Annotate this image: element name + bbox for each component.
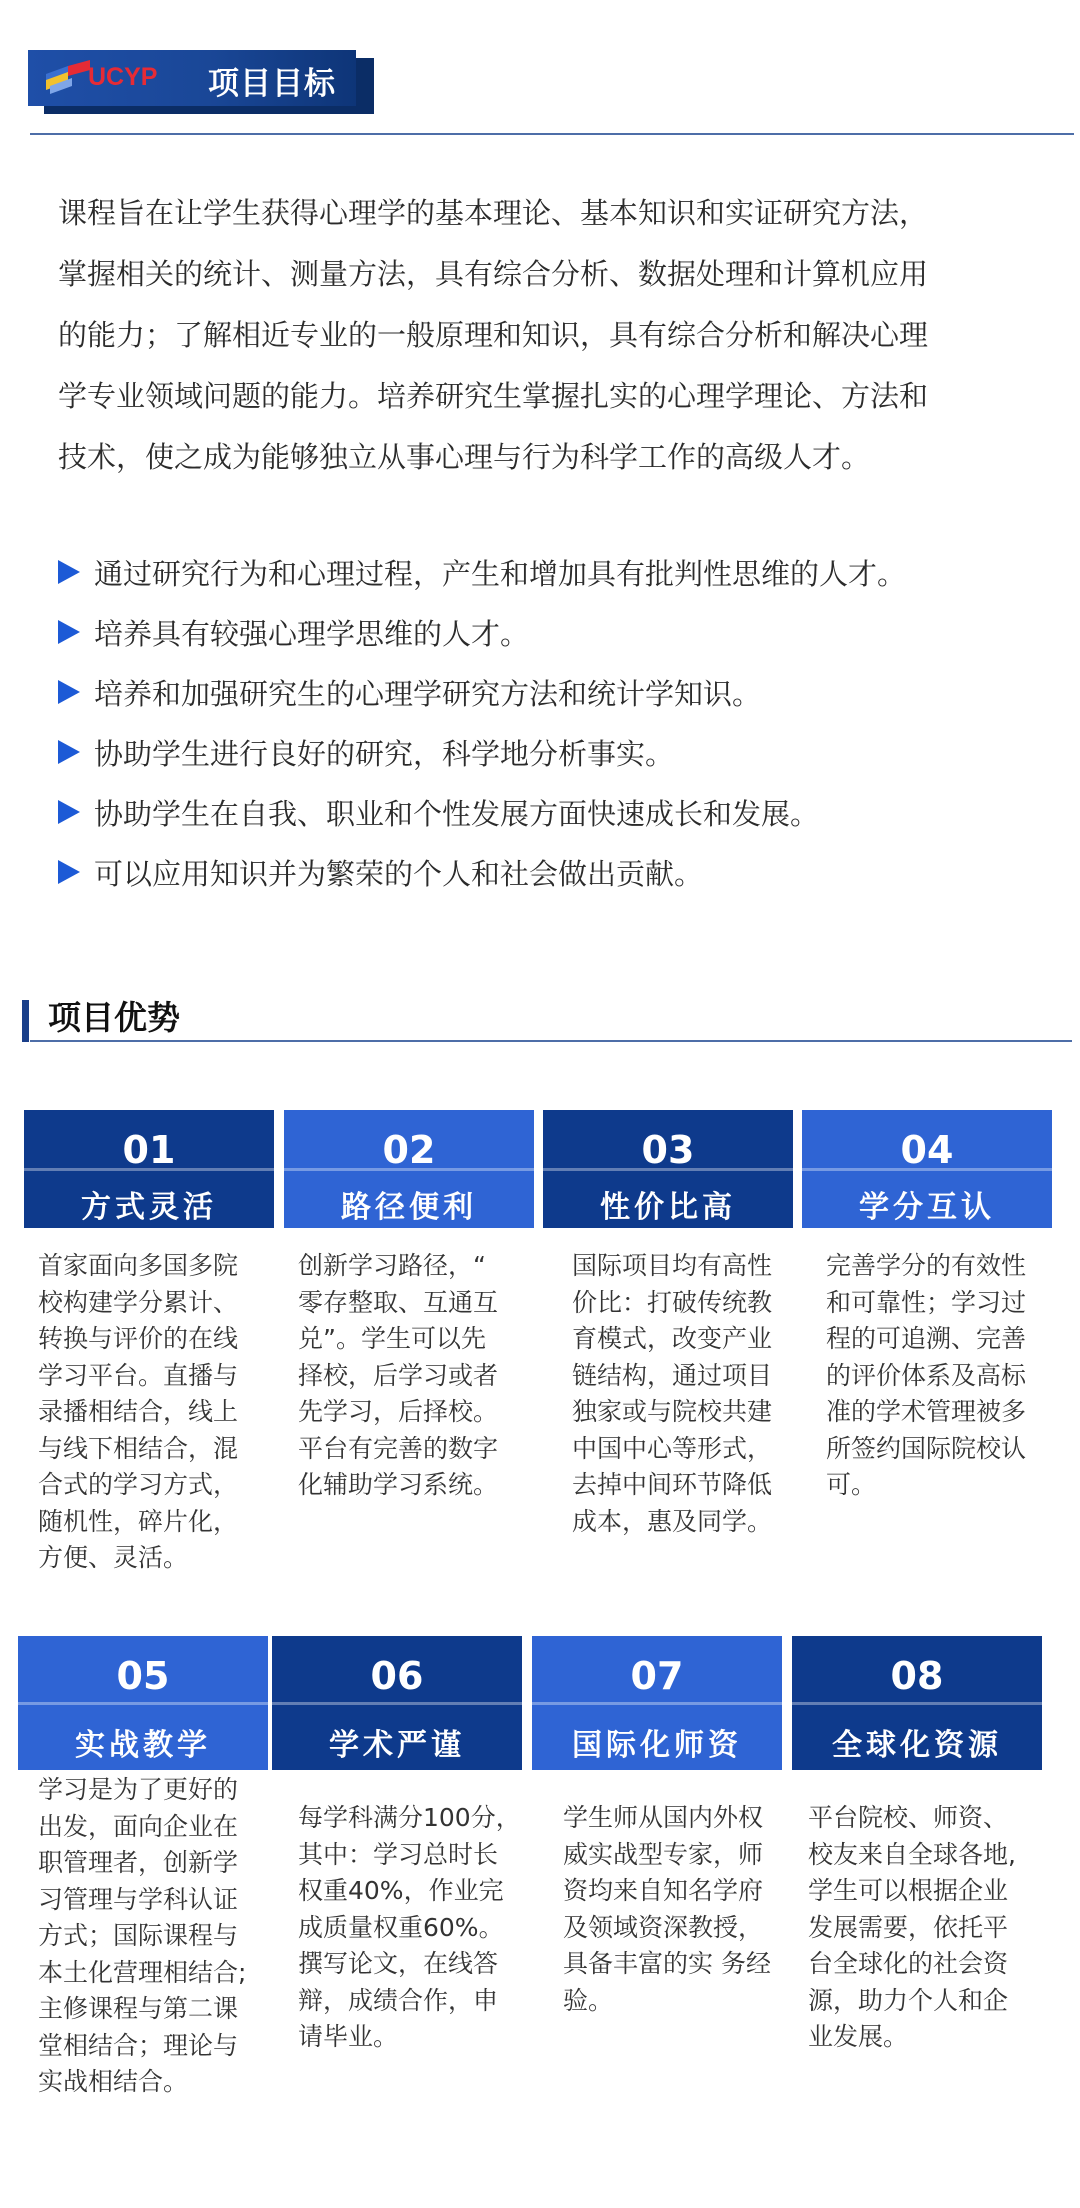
advantage-card-line: 和可靠性；学习过 <box>826 1287 1027 1317</box>
triangle-bullet-icon <box>58 680 80 704</box>
intro-line: 掌握相关的统计、测量方法，具有综合分析、数据处理和计算机应用 <box>58 257 929 291</box>
goal-item <box>58 722 1038 782</box>
advantage-card-line: 请毕业。 <box>298 2022 399 2051</box>
advantage-card-line: 育模式，改变产业 <box>572 1324 773 1353</box>
advantage-card-line: 方式；国际课程与 <box>38 1921 239 1950</box>
advantage-card-line: 学习是为了更好的 <box>38 1775 239 1804</box>
advantage-card-line: 学生可以根据企业 <box>808 1876 1009 1905</box>
advantage-card-line: 的评价体系及高标 <box>826 1360 1027 1390</box>
advantage-card-description <box>826 1248 1052 1504</box>
advantage-card-line: 价比：打破传统教 <box>572 1287 773 1317</box>
advantage-card-line: 国际项目均有高性 <box>572 1251 773 1280</box>
advantage-card-line: 去掉中间环节降低 <box>572 1470 773 1499</box>
advantage-card-divider <box>532 1702 782 1705</box>
goal-item <box>58 782 1038 842</box>
advantage-card-line: 先学习，后择校。 <box>298 1397 499 1426</box>
advantage-card-line: 与线下相结合，混 <box>38 1433 239 1463</box>
advantage-card-line: 发展需要，依托平 <box>808 1912 1009 1942</box>
advantage-card-line: 威实战型专家，师 <box>563 1839 764 1869</box>
advantage-card-line: 职管理者，创新学 <box>38 1848 239 1877</box>
advantage-card-label: 性价比高 <box>600 1190 736 1225</box>
section-title-goals: 项目目标 <box>208 66 336 102</box>
advantage-card-line: 校构建学分累计、 <box>38 1287 239 1317</box>
intro-line: 技术，使之成为能够独立从事心理与行为科学工作的高级人才。 <box>58 440 871 474</box>
triangle-bullet-icon <box>58 620 80 644</box>
triangle-bullet-icon <box>58 740 80 764</box>
advantage-card-line: 本土化营理相结合; <box>38 1957 247 1987</box>
advantage-card-header <box>24 1110 274 1228</box>
advantage-card-line: 权重40%，作业完 <box>298 1876 504 1905</box>
advantage-card-header <box>543 1110 793 1228</box>
advantage-card-line: 其中：学习总时长 <box>298 1839 499 1869</box>
advantage-card-header <box>18 1636 268 1770</box>
goals-list <box>58 542 1038 902</box>
advantage-card-header <box>284 1110 534 1228</box>
advantage-card-header <box>802 1110 1052 1228</box>
goal-item <box>58 542 1038 602</box>
advantage-card-divider <box>543 1168 793 1171</box>
advantage-card-line: 首家面向多国多院 <box>38 1251 239 1280</box>
advantage-card-line: 习管理与学科认证 <box>38 1884 239 1914</box>
intro-line: 的能力；了解相近专业的一般原理和知识，具有综合分析和解决心理 <box>58 318 929 352</box>
triangle-bullet-icon <box>58 800 80 824</box>
advantage-card-description <box>808 1800 1044 2056</box>
advantage-card-divider <box>802 1168 1052 1171</box>
advantage-card-description <box>572 1248 798 1540</box>
advantage-card-divider <box>284 1168 534 1171</box>
advantage-card-line: 辩，成绩合作，申 <box>298 1985 499 2015</box>
advantage-card-line: 主修课程与第二课 <box>38 1994 239 2023</box>
goal-text: 培养和加强研究生的心理学研究方法和统计学知识。 <box>94 676 762 711</box>
advantage-card-line: 链结构，通过项目 <box>572 1360 773 1390</box>
advantage-card-header <box>792 1636 1042 1770</box>
advantage-card-line: 录播相结合，线上 <box>38 1397 239 1426</box>
ucyp-logo <box>28 50 158 106</box>
advantage-card-divider <box>272 1702 522 1705</box>
advantage-card-description <box>298 1800 534 2056</box>
advantage-card-line: 出发，面向企业在 <box>38 1811 239 1841</box>
advantage-card-divider <box>792 1702 1042 1705</box>
advantage-card-line: 学生师从国内外权 <box>563 1803 764 1832</box>
advantage-card-line: 成质量权重60%。 <box>298 1912 504 1942</box>
advantage-card-number: 06 <box>370 1654 424 1698</box>
section-divider <box>30 1040 1072 1042</box>
advantage-card-line: 中国中心等形式， <box>572 1433 773 1463</box>
advantage-card-line: 校友来自全球各地, <box>808 1839 1016 1869</box>
header-badge <box>28 50 356 106</box>
advantage-card-number: 01 <box>122 1128 176 1172</box>
advantage-card-line: 合式的学习方式， <box>38 1470 239 1499</box>
advantage-card-description <box>38 1772 274 2101</box>
advantage-card-line: 具备丰富的实 务经 <box>563 1949 771 1978</box>
advantage-card-line: 资均来自知名学府 <box>563 1876 764 1905</box>
intro-paragraph <box>58 183 1018 488</box>
header-divider <box>30 133 1074 135</box>
advantage-card-description <box>38 1248 274 1577</box>
triangle-bullet-icon <box>58 560 80 584</box>
advantage-card-line: 学习平台。直播与 <box>38 1360 239 1390</box>
triangle-bullet-icon <box>58 860 80 884</box>
advantage-card-line: 台全球化的社会资 <box>808 1949 1009 1978</box>
advantage-card-line: 撰写论文，在线答 <box>298 1949 499 1978</box>
advantage-card-description <box>298 1248 534 1504</box>
advantage-card-line: 及领域资深教授， <box>563 1912 764 1942</box>
advantage-card-line: 独家或与院校共建 <box>572 1397 773 1426</box>
advantage-card-number: 08 <box>890 1654 944 1698</box>
advantage-card-description <box>563 1800 789 2019</box>
advantage-card-line: 成本，惠及同学。 <box>572 1506 773 1536</box>
advantage-card-label: 全球化资源 <box>832 1728 1002 1763</box>
advantage-card-line: 转换与评价的在线 <box>38 1324 239 1353</box>
advantage-card-number: 03 <box>641 1128 695 1172</box>
advantage-card-line: 实战相结合。 <box>38 2067 189 2096</box>
advantage-card-label: 路径便利 <box>341 1190 477 1225</box>
advantage-card-line: 源，助力个人和企 <box>808 1985 1009 2015</box>
advantage-card-line: 验。 <box>563 1985 614 2015</box>
advantage-card-line: 平台有完善的数字 <box>298 1433 499 1463</box>
advantage-card-label: 国际化师资 <box>572 1728 742 1763</box>
goal-text: 可以应用知识并为繁荣的个人和社会做出贡献。 <box>94 856 704 891</box>
goal-item <box>58 602 1038 662</box>
advantage-card-line: 程的可追溯、完善 <box>826 1324 1027 1353</box>
advantage-card-line: 可。 <box>826 1470 877 1499</box>
advantage-card-line: 随机性，碎片化， <box>38 1506 239 1536</box>
advantage-card-line: 创新学习路径，“ <box>298 1251 486 1280</box>
advantage-card-line: 兑”。学生可以先 <box>298 1324 486 1353</box>
advantage-card-divider <box>24 1168 274 1171</box>
advantage-card-line: 完善学分的有效性 <box>826 1251 1027 1280</box>
section-marker <box>22 1000 29 1042</box>
logo-book-icon <box>46 60 90 94</box>
logo-text: UCYP <box>88 63 158 91</box>
advantage-card-line: 每学科满分100分， <box>298 1803 521 1832</box>
goal-item <box>58 842 1038 902</box>
advantage-card-line: 所签约国际院校认 <box>826 1433 1027 1463</box>
advantage-card-line: 堂相结合；理论与 <box>38 2030 239 2060</box>
advantage-card-line: 平台院校、师资、 <box>808 1803 1009 1832</box>
advantage-card-label: 学分互认 <box>859 1190 995 1225</box>
advantage-card-number: 04 <box>900 1128 954 1172</box>
goal-text: 协助学生在自我、职业和个性发展方面快速成长和发展。 <box>94 796 820 831</box>
advantage-card-line: 准的学术管理被多 <box>826 1397 1027 1426</box>
advantage-card-line: 零存整取、互通互 <box>298 1287 499 1317</box>
advantage-card-header <box>532 1636 782 1770</box>
intro-line: 学专业领域问题的能力。培养研究生掌握扎实的心理学理论、方法和 <box>58 379 929 413</box>
goal-text: 协助学生进行良好的研究，科学地分析事实。 <box>94 736 675 771</box>
advantage-card-label: 实战教学 <box>75 1728 211 1763</box>
advantage-card-line: 方便、灵活。 <box>38 1543 189 1572</box>
advantage-card-label: 学术严谨 <box>329 1728 465 1763</box>
advantage-card-number: 07 <box>630 1654 684 1698</box>
intro-line: 课程旨在让学生获得心理学的基本理论、基本知识和实证研究方法， <box>58 196 929 230</box>
advantage-card-header <box>272 1636 522 1770</box>
goal-item <box>58 662 1038 722</box>
advantage-card-number: 02 <box>382 1128 436 1172</box>
section-title-advantages: 项目优势 <box>48 998 180 1037</box>
advantage-card-line: 择校，后学习或者 <box>298 1360 499 1390</box>
advantage-card-label: 方式灵活 <box>81 1190 217 1225</box>
advantage-card-number: 05 <box>116 1654 170 1698</box>
advantage-card-divider <box>18 1702 268 1705</box>
goal-text: 培养具有较强心理学思维的人才。 <box>94 616 530 651</box>
advantage-card-line: 业发展。 <box>808 2022 909 2051</box>
goal-text: 通过研究行为和心理过程，产生和增加具有批判性思维的人才。 <box>94 556 907 591</box>
advantage-card-line: 化辅助学习系统。 <box>298 1470 499 1499</box>
